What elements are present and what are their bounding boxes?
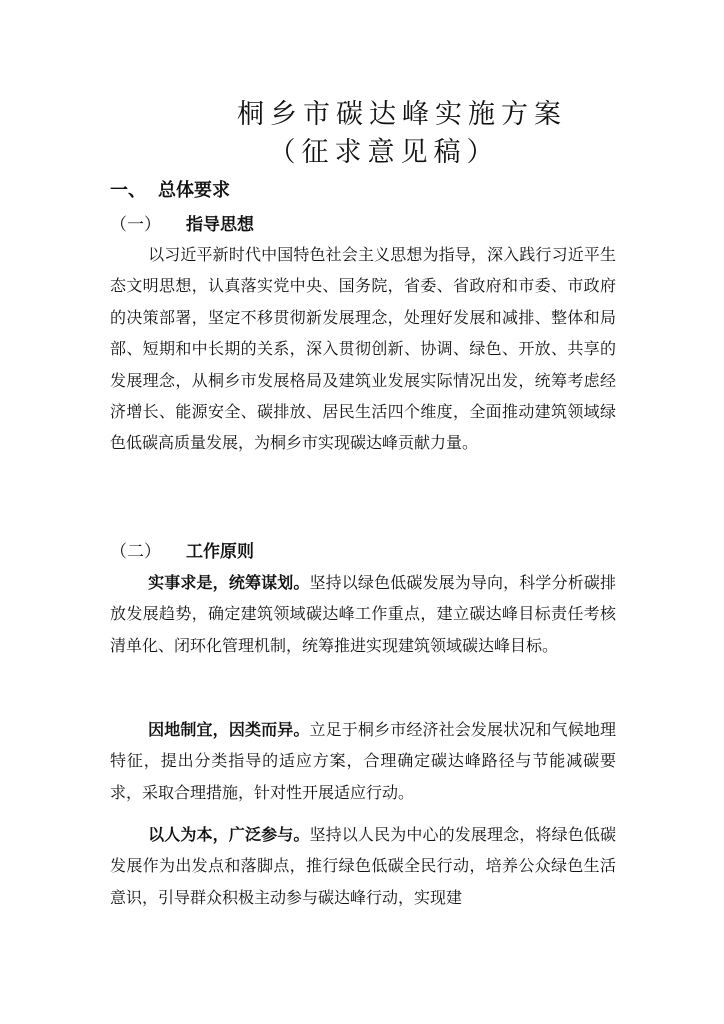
section-heading-1 (110, 176, 230, 202)
principle-lead: 以人为本，广泛参与。 (148, 825, 310, 844)
paragraph-text: 以习近平新时代中国特色社会主义思想为指导，深入践行习近平生态文明思想，认真落实党中央、国务院，省委、省政府和市委、市政府的决策部署，坚定不移贯彻新发展理念，处理好发展和减排、整体和局部、短期和中长期的关系，深入贯彻创新、协调、绿色、开放、共享的发展理念，从桐乡市发展格局及建筑业发展实际情况出发，统筹考虑经济增长、能源安全、碳排放、居民生活四个维度，全面推动建筑领域绿色低碳高质量发展，为桐乡市实现碳达峰贡献力量。 (110, 245, 616, 453)
document-subtitle: （征求意见稿） (268, 137, 500, 168)
principle-text: 坚持以绿色低碳发展为导向，科学分析碳排放发展趋势，确定建筑领域碳达峰工作重点，建立碳达峰目标责任考核清单化、闭环化管理机制，统筹推进实现建筑领域碳达峰目标。 (110, 573, 616, 655)
guiding-ideology-paragraph (110, 239, 616, 459)
subsection-heading-1 (110, 210, 254, 235)
principle-paragraph (110, 714, 616, 808)
section-title: 总体要求 (158, 180, 230, 201)
subsection-title: 工作原则 (186, 542, 254, 562)
subsection-heading-2 (110, 537, 254, 562)
subsection-number: （一） (110, 215, 161, 235)
principle-paragraph (110, 567, 616, 661)
document-title: 桐乡市碳达峰实施方案 (237, 99, 567, 130)
principle-text: 坚持以人民为中心的发展理念，将绿色低碳发展作为出发点和落脚点，推行绿色低碳全民行动，培养公众绿色生活意识，引导群众积极主动参与碳达峰行动，实现建 (110, 825, 616, 907)
principle-lead: 因地制宜，因类而异。 (148, 720, 310, 739)
principle-paragraph (110, 819, 616, 913)
principle-lead: 实事求是，统筹谋划。 (148, 573, 310, 592)
subsection-number: （二） (110, 542, 161, 562)
principle-text: 立足于桐乡市经济社会发展状况和气候地理特征，提出分类指导的适应方案，合理确定碳达峰路径与节能减碳要求，采取合理措施，针对性开展适应行动。 (110, 720, 616, 802)
section-number: 一、 (110, 180, 146, 201)
subsection-title: 指导思想 (186, 215, 254, 235)
